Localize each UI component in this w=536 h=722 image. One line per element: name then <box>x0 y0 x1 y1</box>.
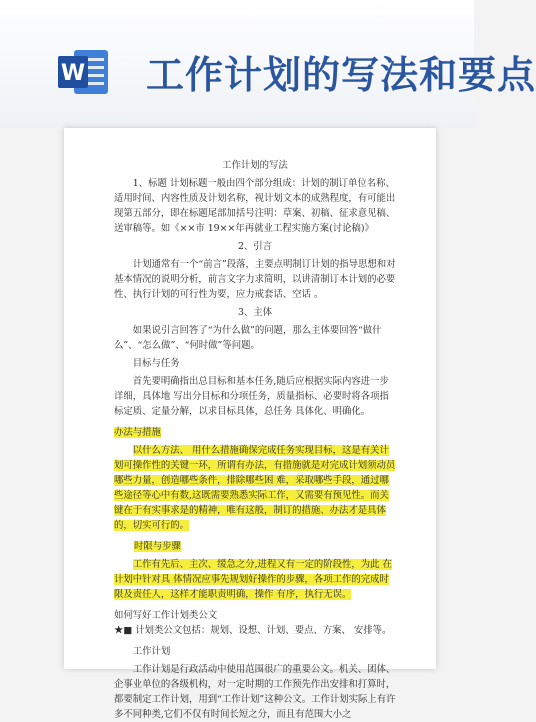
document-page <box>64 128 436 720</box>
word-app-icon <box>58 44 110 100</box>
heading-work-plan: 工作计划 <box>132 646 171 657</box>
heading-goals: 目标与任务 <box>132 358 180 369</box>
heading-intro: 2、引言 <box>237 241 273 252</box>
word-logo-letter: W <box>60 61 86 86</box>
paragraph-methods: 以什么方法、 用什么措施确保完成任务实现目标，这是有关计划可操作性的关键一环，所谓有办法，有措施就是对完成计划须动员哪些力量，创造哪些条件，排除哪些困 难，采取哪些手段，通过哪些途径等心中有数,这既需要熟悉实际工作，又需要有预见性。而关键在于有实事求是的精神，唯有这般，制订的措施、办法才是具体的，切实可行的。 <box>114 445 396 531</box>
paragraph-timeline: 工作有先后、主次、缓急之分,进程又有一定的阶段性，为此 在计划中针对具 体情况应事先规划好操作的步骤，各项工作的完成时限及责任人，这样才能职责明确，操作 有序，执行无误。 <box>114 559 392 600</box>
heading-methods: 办法与措施 <box>114 427 161 438</box>
paragraph-types: ★■ 计划类公文包括：规划、设想、计划、要点、方案、 安排等。 <box>114 625 392 636</box>
document-body <box>114 158 396 722</box>
page-title: 工作计划的写法和要点 <box>146 53 536 97</box>
paragraph-body: 如果说引言回答了“为什么做”的问题，那么主体要回答“做什么”、“怎么做”、“何时做”等问题。 <box>114 325 382 351</box>
heading-body: 3、主体 <box>237 307 273 318</box>
paragraph-goals: 首先要明确指出总目标和基本任务,随后应根据实际内容进一步详细，具体地 写出分目标和分项任务，质量指标、必要时将各项指标定质、定量分解，以求目标具体，总任务 具体化、明确化。 <box>114 376 389 417</box>
paragraph-work-plan: 工作计划是行政活动中使用范围很广的重要公文。机关、团体、企事业单位的各级机构，对一定时期的工作预先作出安排和打算时，都要制定工作计划，用到“工作计划”这种公文。工作计划实际上有许多不同种类,它们不仅有时间长短之分，而且有范围大小之 <box>114 664 396 720</box>
heading-how-to-write: 如何写好工作计划类公文 <box>114 610 218 621</box>
paragraph-title-section: 1、标题 计划标题一般由四个部分组成：计划的制订单位名称、适用时间、内容性质及计划名称，视计划文本的成熟程度，有可能出现第五部分，即在标题尾部加括号注明：草案、初稿、征求意见稿、送审稿等。如《××市 19××年再就业工程实施方案(讨论稿)》 <box>114 178 396 234</box>
document-title: 工作计划的写法 <box>222 160 288 171</box>
heading-timeline: 时限与步骤 <box>134 541 181 552</box>
paragraph-intro: 计划通常有一个“前言”段落，主要点明制订计划的指导思想和对基本情况的说明分析，前言文字力求简明，以讲清制订本计划的必要性、执行计划的可行性为要，应力戒套话、空话 。 <box>114 259 396 300</box>
header-banner <box>0 0 536 128</box>
